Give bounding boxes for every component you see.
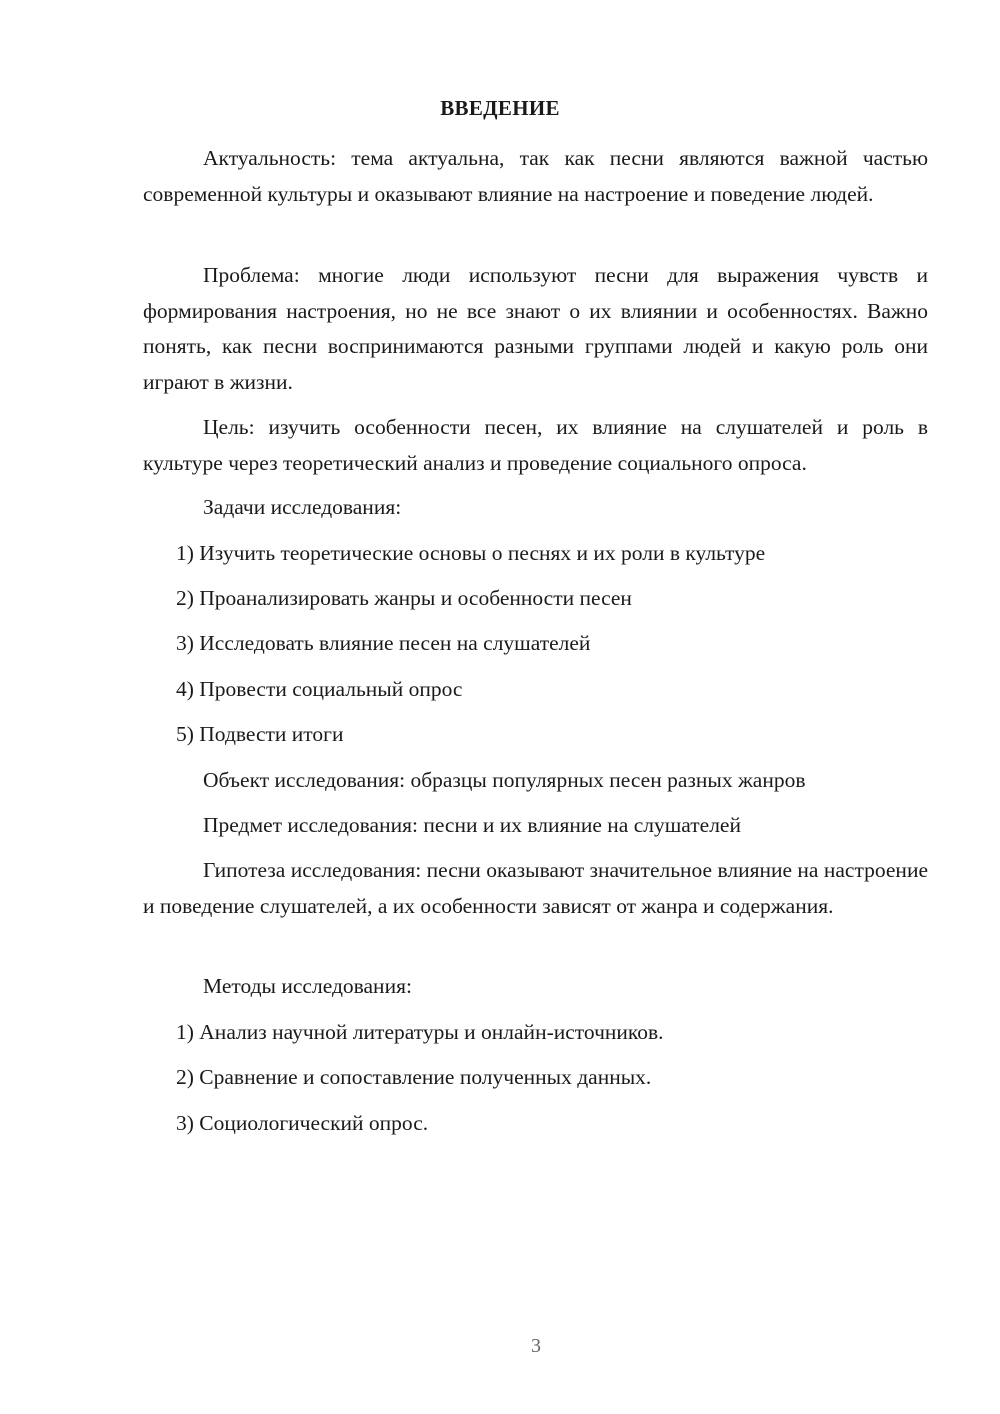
methods-heading-block xyxy=(143,969,928,1005)
methods-list-item xyxy=(143,1015,928,1051)
tasks-list-item xyxy=(143,536,928,572)
problem-paragraph xyxy=(143,258,928,400)
goal-text: Цель: изучить особенности песен, их влияние на слушателей и роль в культуре через теоретический анализ и проведение социального опроса. xyxy=(143,415,928,475)
method-item: 1) Анализ научной литературы и онлайн-источников. xyxy=(176,1020,664,1044)
problem-text: Проблема: многие люди используют песни для выражения чувств и формирования настроения, но не все знают о их влиянии и особенностях. Важно понять, как песни воспринимаются разными группами людей и какую роль они играют в жизни. xyxy=(143,263,928,394)
tasks-list-item xyxy=(143,581,928,617)
relevance-paragraph xyxy=(143,141,928,212)
tasks-list-item xyxy=(143,717,928,753)
method-item: 3) Социологический опрос. xyxy=(176,1111,429,1135)
section-title: ВВЕДЕНИЕ xyxy=(440,96,560,120)
hypothesis-paragraph xyxy=(143,853,928,924)
page-number: 3 xyxy=(531,1335,541,1357)
object-block xyxy=(143,763,928,799)
task-item: 1) Изучить теоретические основы о песнях и их роли в культуре xyxy=(176,541,766,565)
tasks-list-item xyxy=(143,626,928,662)
relevance-text: Актуальность: тема актуальна, так как песни являются важной частью современной культуры и оказывают влияние на настроение и поведение людей. xyxy=(143,146,928,206)
methods-list-item xyxy=(143,1060,928,1096)
subject-block xyxy=(143,808,928,844)
subject-text: Предмет исследования: песни и их влияние на слушателей xyxy=(203,813,741,837)
method-item: 2) Сравнение и сопоставление полученных данных. xyxy=(176,1065,652,1089)
hypothesis-text: Гипотеза исследования: песни оказывают значительное влияние на настроение и поведение слушателей, а их особенности зависят от жанра и содержания. xyxy=(143,858,928,918)
task-item: 5) Подвести итоги xyxy=(176,722,344,746)
methods-list-item xyxy=(143,1106,928,1142)
methods-heading: Методы исследования: xyxy=(203,974,412,998)
tasks-heading: Задачи исследования: xyxy=(203,495,402,519)
task-item: 4) Провести социальный опрос xyxy=(176,677,463,701)
object-text: Объект исследования: образцы популярных песен разных жанров xyxy=(203,768,806,792)
tasks-list-item xyxy=(143,672,928,708)
task-item: 2) Проанализировать жанры и особенности песен xyxy=(176,586,632,610)
tasks-heading-block xyxy=(143,490,928,526)
goal-paragraph xyxy=(143,410,928,481)
task-item: 3) Исследовать влияние песен на слушателей xyxy=(176,631,591,655)
